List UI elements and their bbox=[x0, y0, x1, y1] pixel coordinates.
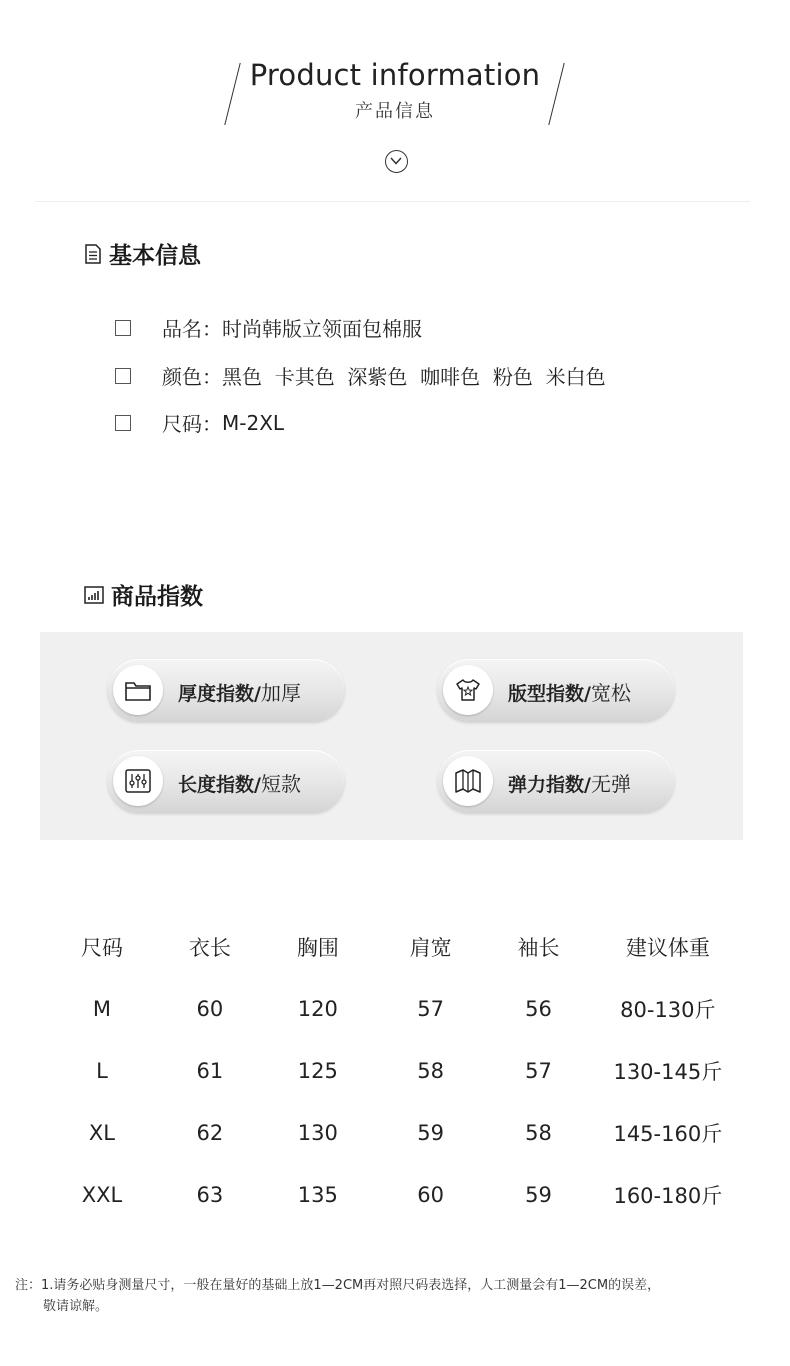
sliders-icon bbox=[123, 766, 153, 796]
table-header-row bbox=[48, 916, 748, 978]
index-icon-holder bbox=[443, 665, 493, 715]
product-index-heading bbox=[84, 578, 203, 611]
section-title-cn: 产品信息 bbox=[355, 101, 435, 122]
info-row-size bbox=[115, 408, 284, 437]
folder-icon bbox=[123, 675, 153, 705]
table-cell: L bbox=[96, 1059, 108, 1083]
table-cell: 160-180斤 bbox=[613, 1184, 723, 1208]
table-cell: XL bbox=[88, 1121, 116, 1145]
index-icon-holder bbox=[443, 756, 493, 806]
basic-info-title: 基本信息 bbox=[109, 243, 201, 269]
index-pill-fit bbox=[438, 659, 674, 721]
header-divider bbox=[35, 201, 750, 202]
table-cell: 56 bbox=[525, 997, 552, 1021]
basic-info-heading bbox=[84, 237, 201, 270]
index-pill-elasticity bbox=[438, 750, 674, 812]
index-key: 厚度指数/ bbox=[178, 683, 261, 705]
table-cell: 58 bbox=[525, 1121, 552, 1145]
note-line-2: 敬请谅解。 bbox=[43, 1299, 109, 1314]
info-value: M-2XL bbox=[222, 410, 285, 435]
table-cell: 59 bbox=[525, 1183, 552, 1207]
index-icon-holder bbox=[113, 665, 163, 715]
index-value: 加厚 bbox=[260, 681, 301, 705]
table-row bbox=[48, 1040, 748, 1102]
product-index-title: 商品指数 bbox=[111, 584, 203, 610]
map-icon bbox=[453, 766, 483, 796]
info-label: 颜色： bbox=[162, 365, 222, 389]
product-index-panel bbox=[40, 632, 743, 840]
info-row-name bbox=[115, 313, 422, 342]
table-cell: 57 bbox=[417, 997, 444, 1021]
index-text bbox=[178, 677, 301, 706]
table-row bbox=[48, 978, 748, 1040]
index-text bbox=[508, 768, 631, 797]
table-header-cell: 肩宽 bbox=[409, 936, 452, 960]
table-cell: 59 bbox=[417, 1121, 444, 1145]
info-value: 时尚韩版立领面包棉服 bbox=[222, 317, 422, 341]
table-cell: 60 bbox=[196, 997, 224, 1021]
table-cell: 120 bbox=[297, 997, 338, 1021]
index-key: 弹力指数/ bbox=[508, 774, 591, 796]
index-pill-thickness bbox=[108, 659, 344, 721]
checkbox-icon bbox=[115, 368, 131, 384]
index-key: 版型指数/ bbox=[508, 683, 591, 705]
section-title-en: Product information bbox=[249, 58, 541, 92]
table-cell: M bbox=[92, 997, 112, 1021]
table-cell: 57 bbox=[525, 1059, 552, 1083]
table-cell: 135 bbox=[297, 1183, 338, 1207]
checkbox-icon bbox=[115, 320, 131, 336]
table-row bbox=[48, 1102, 748, 1164]
index-key: 长度指数/ bbox=[178, 774, 261, 796]
info-label: 尺码： bbox=[162, 412, 222, 436]
table-header-cell: 胸围 bbox=[296, 936, 339, 960]
index-value: 宽松 bbox=[590, 681, 631, 705]
table-cell: 125 bbox=[297, 1059, 338, 1083]
info-row-color bbox=[115, 361, 606, 390]
table-header-cell: 袖长 bbox=[517, 936, 560, 960]
table-cell: XXL bbox=[81, 1183, 123, 1207]
chevron-down-icon bbox=[385, 150, 408, 173]
table-cell: 145-160斤 bbox=[613, 1122, 723, 1146]
index-pill-length bbox=[108, 750, 344, 812]
index-text bbox=[178, 768, 301, 797]
table-cell: 80-130斤 bbox=[620, 998, 716, 1022]
index-value: 无弹 bbox=[590, 772, 631, 796]
checkbox-icon bbox=[115, 415, 131, 431]
table-cell: 61 bbox=[196, 1059, 224, 1083]
bar-chart-icon bbox=[84, 585, 104, 605]
index-value: 短款 bbox=[260, 772, 301, 796]
table-cell: 130-145斤 bbox=[613, 1060, 723, 1084]
table-row bbox=[48, 1164, 748, 1226]
index-icon-holder bbox=[113, 756, 163, 806]
note-line-1: 注：1.请务必贴身测量尺寸，一般在量好的基础上放1—2CM再对照尺码表选择，人工测量会有1—2CM的误差， bbox=[15, 1278, 661, 1293]
table-header-cell: 建议体重 bbox=[625, 936, 710, 960]
info-label: 品名： bbox=[162, 317, 222, 341]
table-cell: 63 bbox=[196, 1183, 224, 1207]
table-cell: 62 bbox=[196, 1121, 224, 1145]
tshirt-icon bbox=[453, 675, 483, 705]
document-icon bbox=[84, 244, 102, 264]
table-cell: 130 bbox=[297, 1121, 338, 1145]
info-value: 黑色 卡其色 深紫色 咖啡色 粉色 米白色 bbox=[222, 365, 606, 389]
index-text bbox=[508, 677, 631, 706]
measurement-note bbox=[15, 1275, 755, 1317]
size-table bbox=[48, 916, 748, 1226]
table-cell: 60 bbox=[417, 1183, 444, 1207]
table-cell: 58 bbox=[417, 1059, 444, 1083]
table-header-cell: 尺码 bbox=[80, 936, 123, 960]
table-header-cell: 衣长 bbox=[188, 936, 231, 960]
